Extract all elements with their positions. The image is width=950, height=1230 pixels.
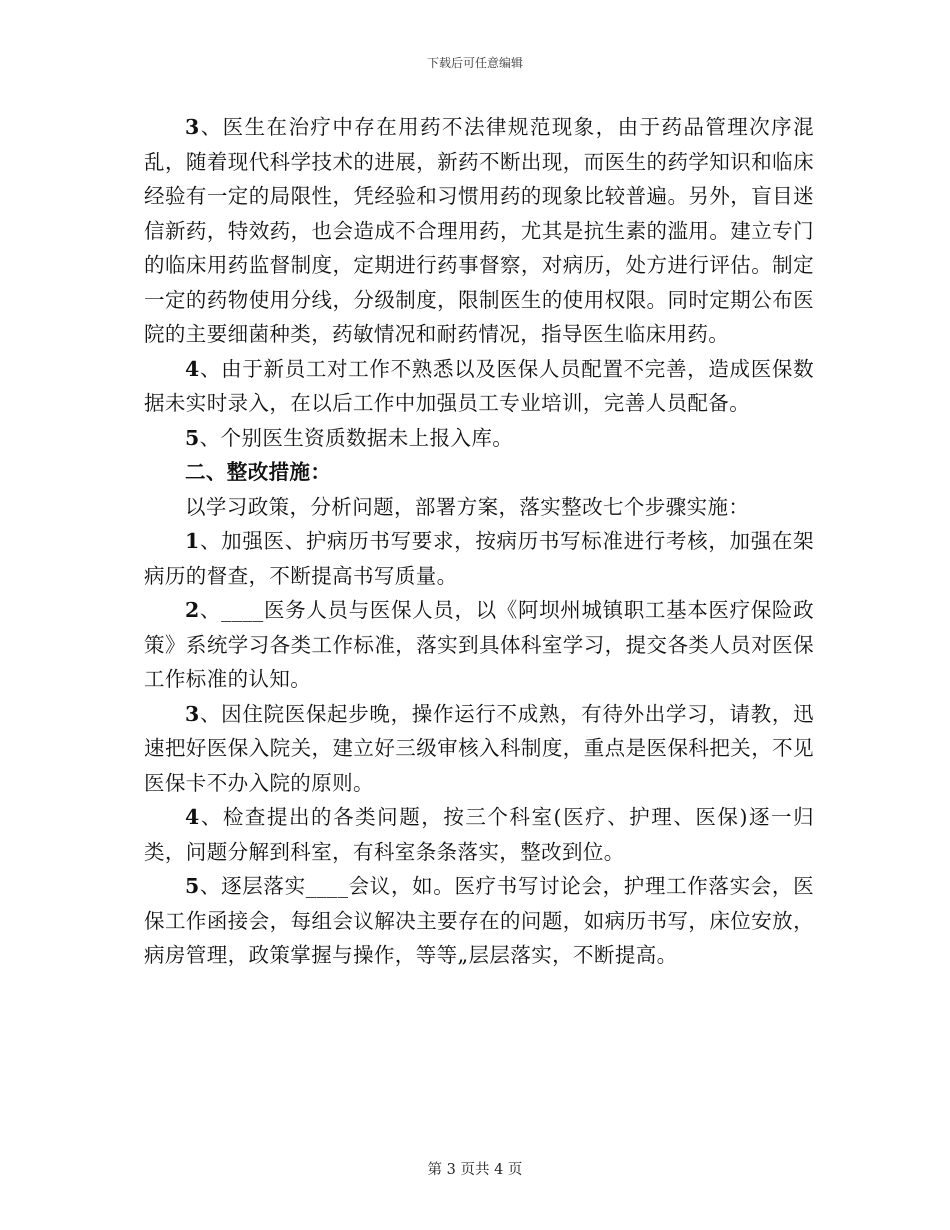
measure-1 — [144, 524, 814, 593]
item-number: 4 — [185, 805, 200, 829]
measure-2 — [144, 593, 814, 697]
paragraph-text: 、个别医生资质数据未上报入库。 — [199, 425, 514, 450]
item-number: 3 — [185, 115, 200, 139]
paragraph-text: 以学习政策，分析问题，部署方案，落实整改七个步骤实施： — [185, 494, 750, 519]
paragraph-text: 、加强医、护病历书写要求，按病历书写标准进行考核，加强在架病历的督查，不断提高书写质量。 — [144, 529, 814, 588]
measure-3 — [144, 697, 814, 801]
paragraph-4-problem — [144, 352, 814, 421]
item-number: 3 — [185, 701, 200, 726]
measure-5 — [144, 869, 814, 973]
page-footer: 第 3 页共 4 页 — [427, 1162, 523, 1178]
paragraph-5-problem — [144, 421, 814, 456]
paragraph-text: 、医生在治疗中存在用药不法律规范现象，由于药品管理次序混乱，随着现代科学技术的进展，新药不断出现，而医生的药学知识和临床经验有一定的局限性，凭经验和习惯用药的现象比较普遍。另外，盲目迷信新药，特效药，也会造成不合理用药，尤其是抗生素的滥用。建立专门的临床用药监督制度，定期进行药事督察，对病历，处方进行评估。制定一定的药物使用分线，分级制度，限制医生的使用权限。同时定期公布医院的主要细菌种类，药敏情况和耐药情况，指导医生临床用药。 — [144, 115, 814, 346]
paragraph-text: 、因住院医保起步晚，操作运行不成熟，有待外出学习，请教，迅速把好医保入院关，建立好三级审核入科制度，重点是医保科把关，不见医保卡不办入院的原则。 — [144, 701, 814, 795]
item-number: 5 — [185, 874, 200, 898]
paragraph-text: 、逐层落实____会议，如。医疗书写讨论会，护理工作落实会，医保工作函接会，每组会议解决主要存在的问题，如病历书写，床位安放，病房管理，政策掌握与操作，等等„层层落实，不断提高。 — [144, 874, 814, 967]
intro-paragraph — [144, 490, 814, 525]
paragraph-text: 、检查提出的各类问题，按三个科室(医疗、护理、医保)逐一归类，问题分解到科室，有科室条条落实，整改到位。 — [144, 805, 815, 864]
section-heading — [144, 455, 814, 490]
item-number: 2 — [185, 598, 200, 622]
paragraph-text: 、由于新员工对工作不熟悉以及医保人员配置不完善，造成医保数据未实时录入，在以后工作中加强员工专业培训，完善人员配备。 — [144, 356, 814, 415]
paragraph-text: 、____医务人员与医保人员，以《阿坝州城镇职工基本医疗保险政策》系统学习各类工作标准，落实到具体科室学习，提交各类人员对医保工作标准的认知。 — [144, 598, 814, 691]
section-heading-text: 二、整改措施： — [185, 460, 332, 484]
measure-4 — [144, 800, 814, 869]
item-number: 5 — [185, 425, 200, 450]
page-header: 下载后可任意编辑 — [426, 56, 523, 70]
item-number: 4 — [185, 356, 200, 381]
paragraph-3-problem — [144, 110, 814, 352]
item-number: 1 — [185, 529, 200, 553]
document-body — [144, 110, 814, 973]
